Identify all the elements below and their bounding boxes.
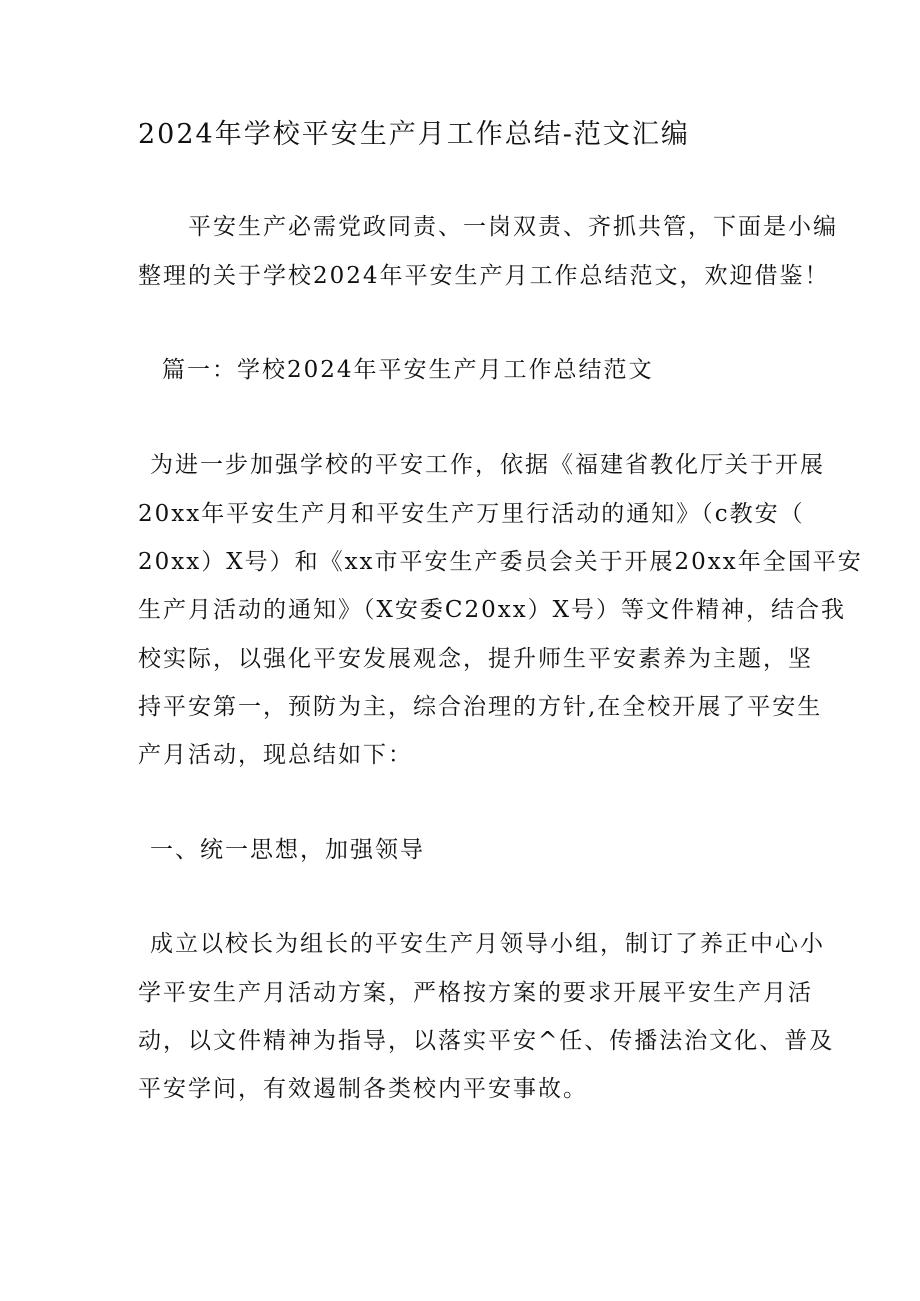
paragraph2-line-2: 学平安生产月活动方案，严格按方案的要求开展平安生产月活: [138, 980, 813, 1006]
paragraph1-line-6: 持平安第一，预防为主，综合治理的方针,在全校开展了平安生: [138, 694, 823, 720]
paragraph1-line-5: 校实际，以强化平安发展观念，提升师生平安素养为主题，坚: [138, 646, 813, 672]
paragraph2-line-4: 平安学问，有效遏制各类校内平安事故。: [138, 1076, 588, 1102]
paragraph1-line-2: 20xx年平安生产月和平安生产万里行活动的通知》（c教安（: [138, 501, 805, 527]
intro-line-2: 整理的关于学校2024年平安生产月工作总结范文，欢迎借鉴！: [138, 263, 830, 289]
paragraph2-line-1: 成立以校长为组长的平安生产月领导小组，制订了养正中心小: [150, 931, 825, 957]
paragraph2-line-3: 动，以文件精神为指导，以落实平安^任、传播法治文化、普及: [138, 1028, 835, 1054]
paragraph1-line-1: 为进一步加强学校的平安工作，依据《福建省教化厅关于开展: [150, 452, 825, 478]
document-title: 2024年学校平安生产月工作总结-范文汇编: [138, 119, 690, 150]
paragraph1-line-4: 生产月活动的通知》（X安委C20xx）X号）等文件精神，结合我: [138, 597, 847, 623]
paragraph1-line-3: 20xx）X号）和《xx市平安生产委员会关于开展20xx年全国平安: [138, 549, 863, 575]
intro-line-1: 平安生产必需党政同责、一岗双责、齐抓共管，下面是小编: [188, 214, 838, 240]
section-subtitle: 篇一：学校2024年平安生产月工作总结范文: [162, 357, 654, 383]
section-heading-1: 一、统一思想，加强领导: [150, 837, 425, 863]
paragraph1-line-7: 产月活动，现总结如下：: [138, 742, 413, 768]
